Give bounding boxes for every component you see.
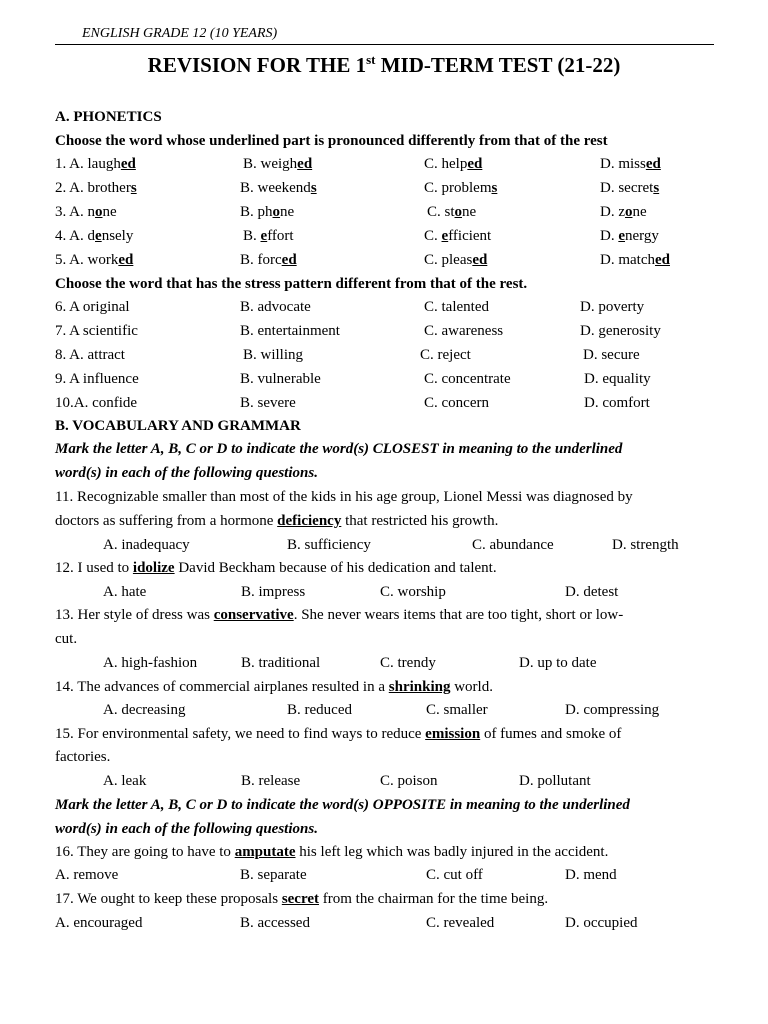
question-row	[55, 153, 715, 175]
option: B. reduced	[287, 702, 352, 718]
question-11-line2: doctors as suffering from a hormone deficiency that restricted his growth.	[55, 513, 499, 529]
option: D. zone	[600, 204, 647, 220]
option: C. pleased	[424, 252, 488, 268]
question-row	[103, 770, 703, 792]
question-16: 16. They are going to have to amputate his left leg which was badly injured in the accident.	[55, 844, 609, 860]
option: D. missed	[600, 156, 661, 172]
option: B. entertainment	[240, 323, 340, 339]
question-row	[103, 699, 703, 721]
question-row	[103, 534, 703, 556]
option: D. equality	[584, 371, 651, 387]
option: D. mend	[565, 867, 617, 883]
option: D. occupied	[565, 915, 638, 931]
option: C. poison	[380, 773, 438, 789]
option: C. stone	[427, 204, 477, 220]
option: C. cut off	[426, 867, 483, 883]
option: D. generosity	[580, 323, 661, 339]
option: 3. A. none	[55, 204, 117, 220]
option: D. secrets	[600, 180, 660, 196]
keyword: conservative	[213, 607, 294, 623]
option: 10.A. confide	[55, 395, 138, 411]
question-row	[55, 344, 715, 366]
option: D. secure	[583, 347, 640, 363]
title-main: REVISION FOR THE 1	[147, 53, 367, 77]
question-14: 14. The advances of commercial airplanes resulted in a shrinking world.	[55, 679, 493, 695]
keyword: amputate	[234, 844, 296, 860]
instruction-closest-2: word(s) in each of the following questions.	[55, 465, 318, 481]
option: B. traditional	[241, 655, 321, 671]
option: C. trendy	[380, 655, 436, 671]
option: C. revealed	[426, 915, 495, 931]
option: 9. A influence	[55, 371, 139, 387]
option: 8. A. attract	[55, 347, 125, 363]
option: B. weekends	[240, 180, 317, 196]
question-row	[55, 912, 705, 934]
option: C. helped	[424, 156, 483, 172]
keyword: secret	[281, 891, 320, 907]
option: D. detest	[565, 584, 619, 600]
option: D. energy	[600, 228, 659, 244]
option: D. strength	[612, 537, 679, 553]
keyword: idolize	[132, 560, 175, 576]
option: B. impress	[241, 584, 306, 600]
option: 4. A. densely	[55, 228, 134, 244]
instruction-opposite-1: Mark the letter A, B, C or D to indicate the word(s) OPPOSITE in meaning to the underlined	[55, 797, 630, 813]
option: C. efficient	[424, 228, 492, 244]
question-row	[55, 201, 715, 223]
question-row	[55, 177, 715, 199]
option: B. weighed	[243, 156, 313, 172]
option: C. concentrate	[424, 371, 511, 387]
question-12: 12. I used to idolize David Beckham because of his dedication and talent.	[55, 560, 497, 576]
option: C. awareness	[424, 323, 504, 339]
option: B. severe	[240, 395, 296, 411]
option: D. pollutant	[519, 773, 591, 789]
question-row	[55, 368, 715, 390]
option: B. willing	[243, 347, 304, 363]
option: A. decreasing	[103, 702, 186, 718]
option: B. forced	[240, 252, 297, 268]
instruction-stress: Choose the word that has the stress pattern different from that of the rest.	[55, 276, 528, 292]
question-row	[55, 296, 715, 318]
keyword: emission	[425, 726, 481, 742]
option: 7. A scientific	[55, 323, 138, 339]
question-row	[55, 864, 705, 886]
option: C. concern	[424, 395, 489, 411]
section-b-heading: B. VOCABULARY AND GRAMMAR	[55, 418, 301, 434]
keyword: deficiency	[277, 513, 342, 529]
header-rule	[55, 44, 714, 45]
option: 1. A. laughed	[55, 156, 136, 172]
question-row	[55, 249, 715, 271]
option: C. smaller	[426, 702, 488, 718]
instruction-pronunciation: Choose the word whose underlined part is pronounced differently from that of the rest	[55, 133, 608, 149]
option: C. talented	[424, 299, 489, 315]
option: B. effort	[243, 228, 294, 244]
question-row	[55, 320, 715, 342]
title-superscript: st	[366, 52, 376, 67]
option: A. high-fashion	[103, 655, 198, 671]
question-15-line1: 15. For environmental safety, we need to find ways to reduce emission of fumes and smoke of	[55, 726, 622, 742]
question-11-line1: 11. Recognizable smaller than most of the kids in his age group, Lionel Messi was diagnosed by	[55, 489, 633, 505]
option: D. poverty	[580, 299, 645, 315]
option: A. remove	[55, 867, 119, 883]
option: C. abundance	[472, 537, 554, 553]
option: B. advocate	[240, 299, 311, 315]
option: A. encouraged	[55, 915, 143, 931]
option: B. phone	[240, 204, 295, 220]
instruction-opposite-2: word(s) in each of the following questions.	[55, 821, 318, 837]
option: C. problems	[424, 180, 498, 196]
question-15-line2: factories.	[55, 749, 111, 765]
question-row	[103, 581, 703, 603]
option: A. leak	[103, 773, 147, 789]
question-row	[55, 225, 715, 247]
question-17: 17. We ought to keep these proposals secret from the chairman for the time being.	[55, 891, 549, 907]
page-title	[0, 52, 768, 78]
option: B. release	[241, 773, 301, 789]
question-row	[103, 652, 703, 674]
option: 2. A. brothers	[55, 180, 137, 196]
question-13-line1: 13. Her style of dress was conservative. She never wears items that are too tight, short or low-	[55, 607, 624, 623]
option: B. vulnerable	[240, 371, 321, 387]
option: B. sufficiency	[287, 537, 371, 553]
title-rest: MID-TERM TEST (21-22)	[375, 53, 621, 77]
option: B. accessed	[240, 915, 310, 931]
question-13-line2: cut.	[55, 631, 78, 647]
option: C. worship	[380, 584, 446, 600]
option: C. reject	[420, 347, 471, 363]
option: 5. A. worked	[55, 252, 134, 268]
instruction-closest-1: Mark the letter A, B, C or D to indicate the word(s) CLOSEST in meaning to the underlined	[55, 441, 623, 457]
option: A. inadequacy	[103, 537, 190, 553]
course-header: ENGLISH GRADE 12 (10 YEARS)	[82, 26, 278, 41]
option: D. compressing	[565, 702, 660, 718]
option: D. up to date	[519, 655, 597, 671]
option: D. matched	[600, 252, 670, 268]
option: 6. A original	[55, 299, 130, 315]
question-row	[55, 392, 715, 414]
option: B. separate	[240, 867, 307, 883]
keyword: shrinking	[388, 679, 451, 695]
option: D. comfort	[584, 395, 650, 411]
section-a-heading: A. PHONETICS	[55, 109, 162, 125]
option: A. hate	[103, 584, 147, 600]
